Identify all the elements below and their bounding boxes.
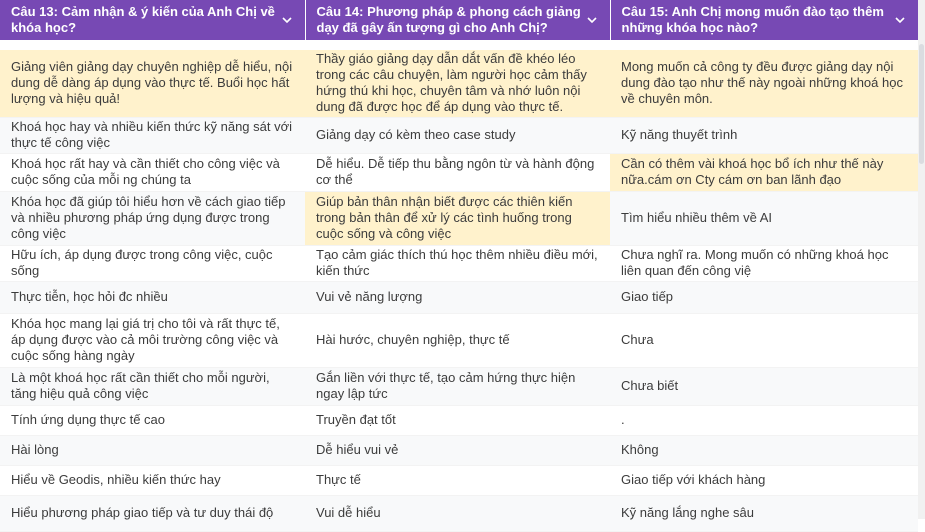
table-cell[interactable]: Chưa (610, 314, 918, 368)
table-row (0, 154, 918, 192)
table-row (0, 246, 918, 282)
table-cell[interactable]: Dễ hiểu vui vẻ (305, 436, 610, 466)
chevron-down-icon[interactable] (586, 14, 598, 26)
table-row (0, 368, 918, 406)
table-cell[interactable]: Khóa học mang lại giá trị cho tôi và rất thực tế, áp dụng được vào cả môi trường công việc và cuộc sống hàng ngày (0, 314, 305, 368)
table-cell[interactable]: Hữu ích, áp dụng được trong công việc, cuộc sống (0, 246, 305, 282)
column-header-q15-label: Câu 15: Anh Chị mong muốn đào tạo thêm những khóa học nào? (621, 4, 884, 35)
table-cell[interactable]: Tính ứng dụng thực tế cao (0, 406, 305, 436)
table-row (0, 406, 918, 436)
table-cell[interactable]: Giao tiếp (610, 282, 918, 314)
column-header-q14[interactable] (305, 0, 610, 40)
table-cell[interactable]: Cần có thêm vài khoá học bổ ích như thế này nữa.cám ơn Cty cám ơn ban lãnh đạo (610, 154, 918, 192)
table-row (0, 192, 918, 246)
table-row (0, 436, 918, 466)
table-cell[interactable]: Giúp bản thân nhận biết được các thiên kiến trong bản thân để xử lý các tình huống trong cuộc sống và công việc (305, 192, 610, 246)
table-cell[interactable]: Dễ hiểu. Dễ tiếp thu bằng ngôn từ và hành động cơ thể (305, 154, 610, 192)
table-row (0, 50, 918, 118)
chevron-down-icon[interactable] (281, 14, 293, 26)
table-cell[interactable]: Kỹ năng lắng nghe sâu (610, 496, 918, 532)
table-cell[interactable]: Tìm hiểu nhiều thêm về AI (610, 192, 918, 246)
table-cell[interactable]: Thực tiễn, học hỏi đc nhiều (0, 282, 305, 314)
table-row (0, 282, 918, 314)
table-cell[interactable]: Giảng dạy có kèm theo case study (305, 118, 610, 154)
table-cell[interactable]: Chưa biết (610, 368, 918, 406)
table-row (0, 496, 918, 532)
table-cell[interactable]: Thầy giáo giảng dạy dẫn dắt vấn đề khéo léo trong các câu chuyện, làm người học cảm thấy hứng thú khi học, chuyên tâm và nhớ luôn nội dung đã được học để áp dụng vào thực tế. (305, 50, 610, 118)
table-row (0, 314, 918, 368)
table-row (0, 466, 918, 496)
table-cell[interactable]: . (610, 406, 918, 436)
table-cell[interactable]: Truyền đạt tốt (305, 406, 610, 436)
table-cell[interactable]: Không (610, 436, 918, 466)
table-cell[interactable]: Khoá học hay và nhiều kiến thức kỹ năng sát với thực tế công việc (0, 118, 305, 154)
table-cell[interactable]: Khoá học rất hay và cần thiết cho công việc và cuộc sống của mỗi ng chúng ta (0, 154, 305, 192)
table-cell[interactable]: Giảng viên giảng dạy chuyên nghiệp dễ hiểu, nội dung dễ dàng áp dụng vào thực tế. Buổi học hất lượng và hiệu quả! (0, 50, 305, 118)
table-cell[interactable]: Hiểu về Geodis, nhiều kiến thức hay (0, 466, 305, 496)
table-cell[interactable]: Khóa học đã giúp tôi hiểu hơn về cách giao tiếp và nhiều phương pháp ứng dụng được trong công việc (0, 192, 305, 246)
table-cell[interactable]: Vui vẻ năng lượng (305, 282, 610, 314)
spacer-row (0, 40, 918, 50)
table-cell[interactable]: Vui dễ hiểu (305, 496, 610, 532)
table-cell[interactable]: Giao tiếp với khách hàng (610, 466, 918, 496)
chevron-down-icon[interactable] (894, 14, 906, 26)
table-cell[interactable]: Chưa nghĩ ra. Mong muốn có những khoá học liên quan đến công việ (610, 246, 918, 282)
table-cell[interactable]: Kỹ năng thuyết trình (610, 118, 918, 154)
table-cell[interactable]: Hiểu phương pháp giao tiếp và tư duy thái độ (0, 496, 305, 532)
spacer-cell (0, 40, 918, 50)
table-cell[interactable]: Gắn liền với thực tế, tạo cảm hứng thực hiện ngay lập tức (305, 368, 610, 406)
table-cell[interactable]: Mong muốn cả công ty đều được giảng dạy nội dung đào tạo như thế này ngoài những khoá học về chuyên môn. (610, 50, 918, 118)
vertical-scrollbar[interactable] (918, 0, 925, 519)
header-row (0, 0, 918, 40)
column-header-q14-label: Câu 14: Phương pháp & phong cách giảng dạy đã gây ấn tượng gì cho Anh Chị? (316, 4, 581, 35)
column-header-q13[interactable] (0, 0, 305, 40)
table-row (0, 118, 918, 154)
table-cell[interactable]: Thực tế (305, 466, 610, 496)
scrollbar-thumb[interactable] (919, 44, 924, 164)
column-header-q15[interactable] (610, 0, 918, 40)
table-cell[interactable]: Hài hước, chuyên nghiệp, thực tế (305, 314, 610, 368)
table-cell[interactable]: Tạo cảm giác thích thú học thêm nhiều điều mới, kiến thức (305, 246, 610, 282)
table-cell[interactable]: Hài lòng (0, 436, 305, 466)
table-cell[interactable]: Là một khoá học rất cần thiết cho mỗi người, tăng hiệu quả công việc (0, 368, 305, 406)
column-header-q13-label: Câu 13: Cảm nhận & ý kiến của Anh Chị về khóa học? (11, 4, 275, 35)
